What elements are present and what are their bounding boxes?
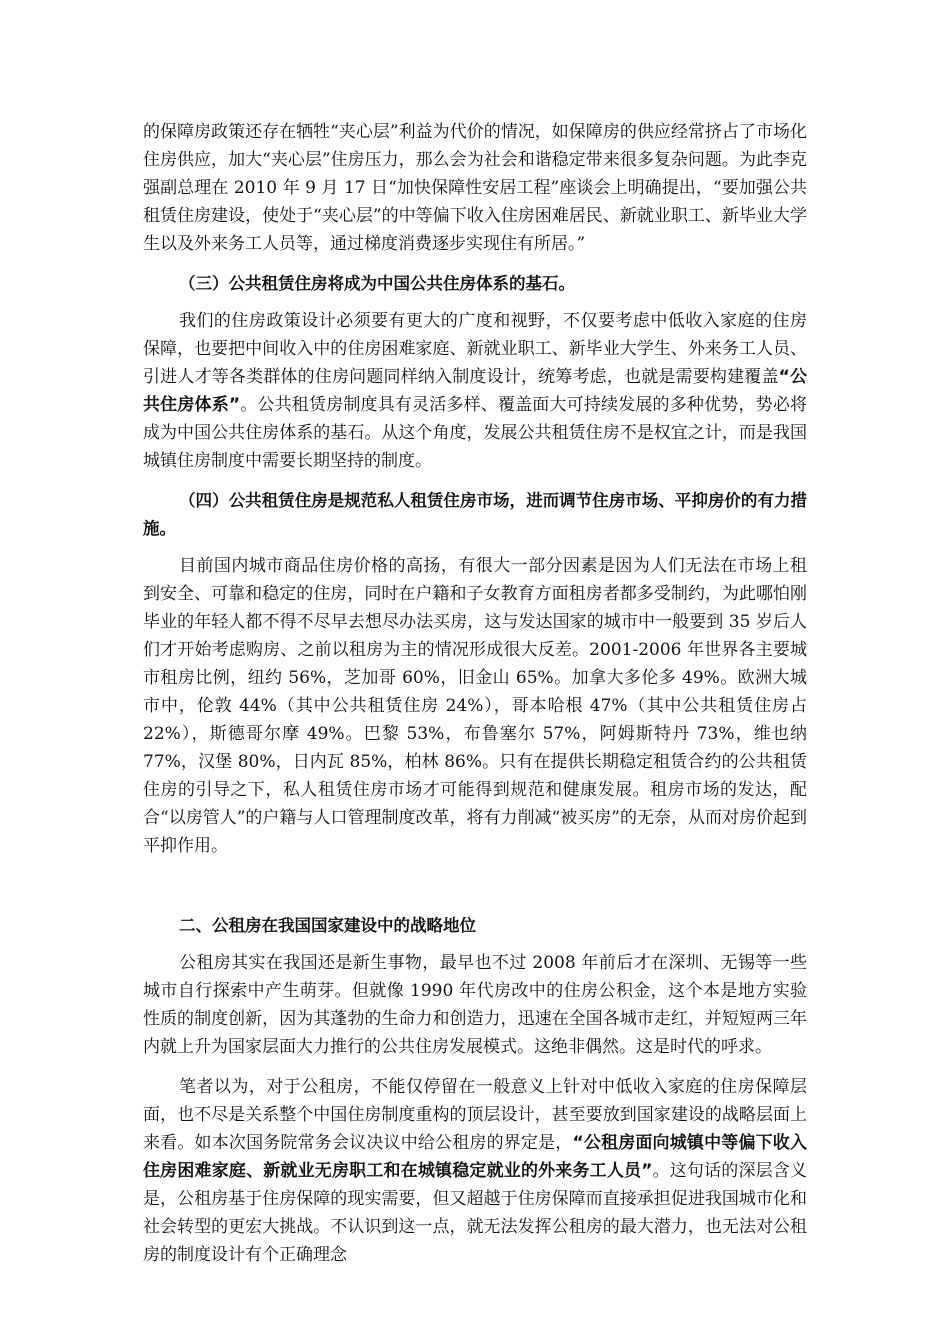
bold-emphasis: “公共住房体系” xyxy=(143,367,807,415)
paragraph-text-part: 笔者以为，对于公租房，不能仅停留在一般意义上针对中低收入家庭的住房保障层面，也不尽是关系整个中国住房制度重构的顶层设计，甚至要放到国家建设的战略层面上来看。如本次国务院常务会议决议中给公租房的界定是， xyxy=(143,1077,807,1153)
paragraph-rental-ratios: 目前国内城市商品住房价格的高扬，有很大一部分因素是因为人们无法在市场上租到安全、可靠和稳定的住房，同时在户籍和子女教育方面租房者都多受制约，为此哪怕刚毕业的年轻人都不得不尽早去想尽办法买房，这与发达国家的城市中一般要到 35 岁后人们才开始考虑购房、之前以租房为主的情况形成很大反差。2001-2006 年世界各主要城市租房比例，纽约 56%，芝加哥 60%，旧金山 65%。加拿大多伦多 49%。欧洲大城市中，伦敦 44%（其中公共租赁住房 24%），哥本哈根 47%（其中公共租赁住房占 22%），斯德哥尔摩 49%。巴黎 53%，布鲁塞尔 57%，阿姆斯特丹 73%，维也纳 77%，汉堡 80%，日内瓦 85%，柏林 86%。只有在提供长期稳定租赁合约的公共租赁住房的引导之下，私人租赁住房市场才可能得到规范和健康发展。租房市场的发达，配合“以房管人”的户籍与人口管理制度改革，将有力削减“被买房”的无奈，从而对房价起到平抑作用。 xyxy=(143,556,807,856)
heading-section-3: （三）公共租赁住房将成为中国公共住房体系的基石。 xyxy=(179,274,575,293)
heading-section-4: （四）公共租赁住房是规范私人租赁住房市场，进而调节住房市场、平抑房价的有力措施。 xyxy=(143,491,807,538)
paragraph-text-part: 。公共租赁房制度具有灵活多样、覆盖面大可持续发展的多种优势，势必将成为中国公共住房体系的基石。从这个角度，发展公共租赁住房不是权宜之计，而是我国城镇住房制度中需要长期坚持的制度。 xyxy=(143,395,807,471)
paragraph-new-thing: 公租房其实在我国还是新生事物，最早也不过 2008 年前后才在深圳、无锡等一些城市自行探索中产生萌芽。但就像 1990 年代房改中的住房公积金，这个本是地方实验性质的制度创新，因为其蓬勃的生命力和创造力，迅速在全国各城市走红，并短短两三年内就上升为国家层面大力推行的公共住房发展模式。这绝非偶然。这是时代的呼求。 xyxy=(143,953,807,1057)
paragraph-text-part: 。这句话的深层含义是，公租房基于住房保障的现实需要，但又超越于住房保障而直接承担促进我国城市化和社会转型的更宏大挑战。不认识到这一点，就无法发挥公租房的最大潜力，也无法对公租房的制度设计有个正确理念 xyxy=(143,1161,808,1265)
paragraph-public-housing-system xyxy=(143,307,807,475)
heading-chapter-2: 二、公租房在我国国家建设中的战略地位 xyxy=(179,916,476,935)
bold-emphasis: “公租房面向城镇中等偏下收入住房困难家庭、新就业无房职工和在城镇稳定就业的外来务工人员” xyxy=(143,1133,807,1181)
paragraph-strategic-level xyxy=(143,1073,807,1269)
paragraph-jiaxinceng: 的保障房政策还存在牺牲“夹心层”利益为代价的情况，如保障房的供应经常挤占了市场化住房供应，加大“夹心层”住房压力，那么会为社会和谐稳定带来很多复杂问题。为此李克强副总理在 2010 年 9 月 17 日“加快保障性安居工程”座谈会上明确提出，“要加强公共租赁住房建设，使处于“夹心层”的中等偏下收入住房困难居民、新就业职工、新毕业大学生以及外来务工人员等，通过梯度消费逐步实现住有所居。” xyxy=(143,122,807,254)
document-body xyxy=(143,118,807,1269)
paragraph-text-part: 我们的住房政策设计必须要有更大的广度和视野，不仅要考虑中低收入家庭的住房保障，也要把中间收入中的住房困难家庭、新就业职工、新毕业大学生、外来务工人员、引进人才等各类群体的住房问题同样纳入制度设计，统筹考虑，也就是需要构建覆盖 xyxy=(143,311,807,387)
